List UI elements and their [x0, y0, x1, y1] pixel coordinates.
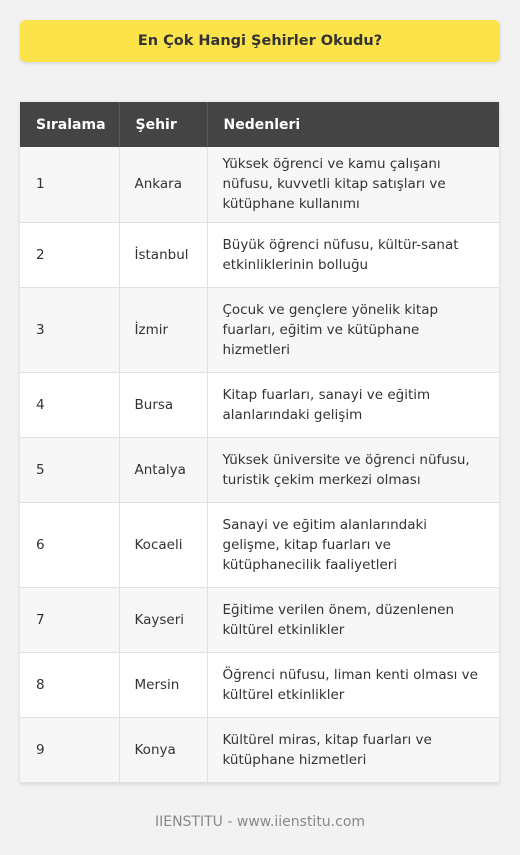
rank-cell: 8: [20, 652, 119, 717]
rank-cell: 6: [20, 502, 119, 587]
table-row: [20, 147, 499, 222]
city-cell: Kocaeli: [119, 502, 207, 587]
reason-cell: Sanayi ve eğitim alanlarındaki gelişme, kitap fuarları ve kütüphanecilik faaliyetleri: [207, 502, 499, 587]
reason-cell: Kitap fuarları, sanayi ve eğitim alanlarındaki gelişim: [207, 372, 499, 437]
table-row: [20, 222, 499, 287]
rank-cell: 5: [20, 437, 119, 502]
table-row: [20, 652, 499, 717]
footer-credit: IIENSTITU - www.iienstitu.com: [154, 814, 366, 830]
reason-cell: Eğitime verilen önem, düzenlenen kültürel etkinlikler: [207, 587, 499, 652]
table-header: [20, 102, 499, 147]
city-cell: Kayseri: [119, 587, 207, 652]
header-reasons: Nedenleri: [207, 102, 499, 147]
rank-cell: 2: [20, 222, 119, 287]
reason-cell: Çocuk ve gençlere yönelik kitap fuarları, eğitim ve kütüphane hizmetleri: [207, 287, 499, 372]
reason-cell: Büyük öğrenci nüfusu, kültür-sanat etkinliklerinin bolluğu: [207, 222, 499, 287]
ranking-table-container: [20, 102, 499, 783]
rank-cell: 3: [20, 287, 119, 372]
reason-cell: Yüksek öğrenci ve kamu çalışanı nüfusu, kuvvetli kitap satışları ve kütüphane kullanımı: [207, 147, 499, 222]
city-cell: Antalya: [119, 437, 207, 502]
ranking-table: [20, 102, 499, 783]
page-title: En Çok Hangi Şehirler Okudu?: [137, 33, 383, 49]
rank-cell: 1: [20, 147, 119, 222]
table-header-row: [20, 102, 499, 147]
city-cell: İstanbul: [119, 222, 207, 287]
reason-cell: Kültürel miras, kitap fuarları ve kütüphane hizmetleri: [207, 717, 499, 782]
reason-cell: Yüksek üniversite ve öğrenci nüfusu, turistik çekim merkezi olması: [207, 437, 499, 502]
header-city: Şehir: [119, 102, 207, 147]
table-row: [20, 717, 499, 782]
city-cell: Ankara: [119, 147, 207, 222]
table-row: [20, 587, 499, 652]
table-row: [20, 502, 499, 587]
title-banner: [20, 20, 500, 62]
table-row: [20, 372, 499, 437]
header-rank: Sıralama: [20, 102, 119, 147]
reason-cell: Öğrenci nüfusu, liman kenti olması ve kültürel etkinlikler: [207, 652, 499, 717]
city-cell: Bursa: [119, 372, 207, 437]
city-cell: Mersin: [119, 652, 207, 717]
city-cell: İzmir: [119, 287, 207, 372]
rank-cell: 9: [20, 717, 119, 782]
rank-cell: 4: [20, 372, 119, 437]
city-cell: Konya: [119, 717, 207, 782]
table-row: [20, 287, 499, 372]
table-row: [20, 437, 499, 502]
table-body: [20, 147, 499, 782]
rank-cell: 7: [20, 587, 119, 652]
